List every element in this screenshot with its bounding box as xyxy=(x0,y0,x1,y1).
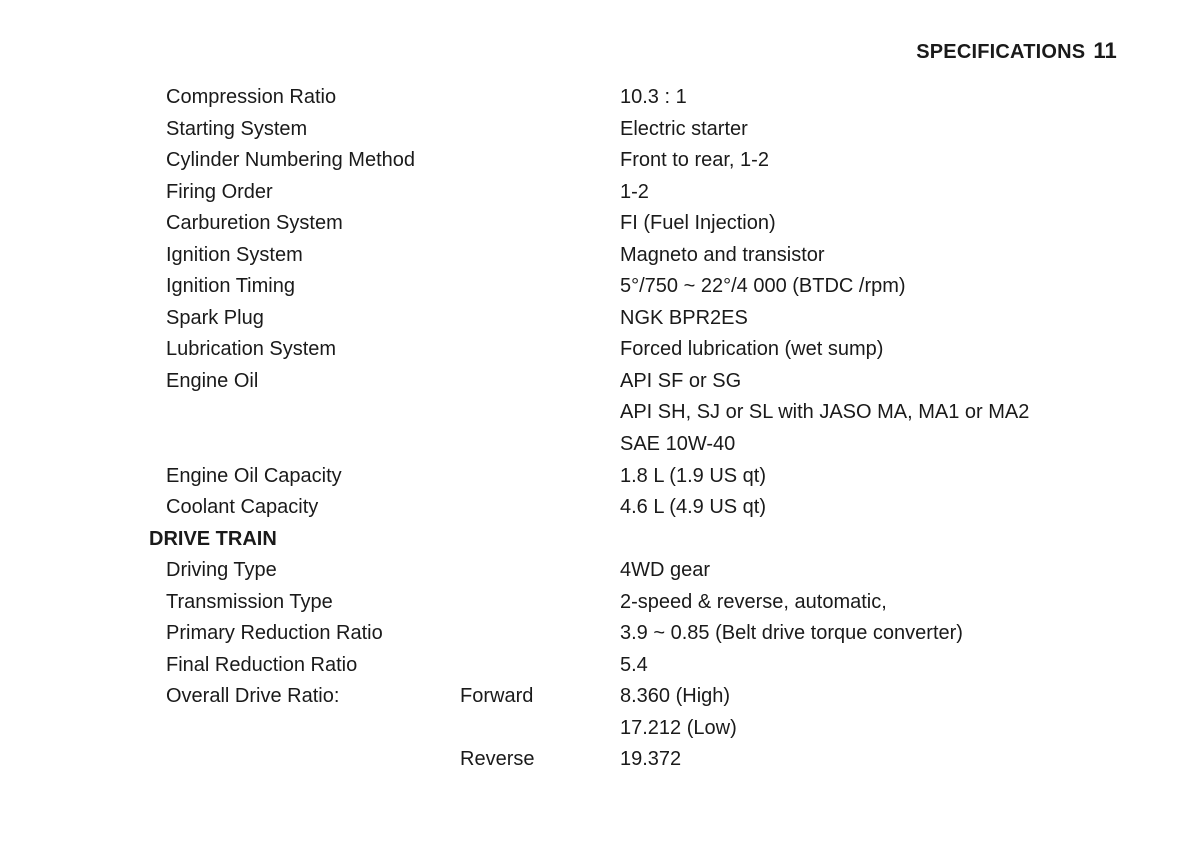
spec-label: Lubrication System xyxy=(166,338,337,361)
spec-value: API SH, SJ or SL with JASO MA, MA1 or MA2 xyxy=(620,401,1030,424)
spec-label: Starting System xyxy=(166,117,308,140)
spec-label: Compression Ratio xyxy=(166,86,337,108)
spec-row xyxy=(0,208,1200,240)
spec-sublabel: Reverse xyxy=(460,748,535,771)
spec-row xyxy=(0,82,1200,114)
spec-label: Transmission Type xyxy=(166,590,333,613)
spec-label: Engine Oil xyxy=(166,369,259,392)
spec-label: Coolant Capacity xyxy=(166,496,319,519)
spec-row xyxy=(0,145,1200,177)
spec-value: 4.6 L (4.9 US qt) xyxy=(620,496,766,519)
spec-row xyxy=(0,492,1200,524)
spec-row xyxy=(0,681,1200,713)
spec-row xyxy=(0,618,1200,650)
spec-value: Electric starter xyxy=(620,117,748,140)
spec-value: 17.212 (Low) xyxy=(620,716,737,739)
spec-row xyxy=(0,744,1200,776)
section-title: SPECIFICATIONS xyxy=(916,41,1086,63)
spec-value: 2-speed & reverse, automatic, xyxy=(620,590,887,613)
spec-row xyxy=(0,114,1200,146)
spec-label: Engine Oil Capacity xyxy=(166,464,342,487)
spec-value: 8.360 (High) xyxy=(620,685,731,708)
spec-label: Overall Drive Ratio: xyxy=(166,685,340,708)
spec-row xyxy=(0,713,1200,745)
spec-sublabel: Forward xyxy=(460,685,534,708)
spec-row xyxy=(0,397,1200,429)
spec-value: 10.3 : 1 xyxy=(620,86,687,108)
spec-value: 5°/750 ~ 22°/4 000 (BTDC /rpm) xyxy=(620,275,906,298)
spec-value: Magneto and transistor xyxy=(620,243,825,266)
spec-label: Spark Plug xyxy=(166,306,264,329)
section-heading: DRIVE TRAIN xyxy=(149,527,277,550)
spec-row xyxy=(0,177,1200,209)
spec-label: Final Reduction Ratio xyxy=(166,653,358,676)
page-header xyxy=(916,38,1117,64)
spec-value: 1-2 xyxy=(620,180,649,203)
spec-list xyxy=(0,82,1200,776)
spec-row xyxy=(0,587,1200,619)
spec-row xyxy=(0,271,1200,303)
spec-value: SAE 10W-40 xyxy=(620,433,736,456)
spec-value: Forced lubrication (wet sump) xyxy=(620,338,884,361)
spec-row xyxy=(0,366,1200,398)
spec-label: Firing Order xyxy=(166,180,273,203)
spec-value: FI (Fuel Injection) xyxy=(620,212,776,235)
spec-row xyxy=(0,429,1200,461)
spec-value: 4WD gear xyxy=(620,559,711,582)
spec-value: 19.372 xyxy=(620,748,682,771)
spec-row xyxy=(0,334,1200,366)
spec-row xyxy=(0,240,1200,272)
section-heading-row xyxy=(0,524,1200,556)
spec-value: Front to rear, 1-2 xyxy=(620,149,769,172)
spec-row xyxy=(0,650,1200,682)
spec-row xyxy=(0,303,1200,335)
spec-value: 1.8 L (1.9 US qt) xyxy=(620,464,766,487)
spec-label: Driving Type xyxy=(166,559,277,582)
spec-label: Ignition Timing xyxy=(166,275,295,298)
spec-row xyxy=(0,555,1200,587)
spec-label: Carburetion System xyxy=(166,212,343,235)
spec-value: NGK BPR2ES xyxy=(620,306,748,329)
spec-value: 5.4 xyxy=(620,653,648,676)
spec-value: API SF or SG xyxy=(620,369,742,392)
spec-value: 3.9 ~ 0.85 (Belt drive torque converter) xyxy=(620,622,963,645)
spec-label: Primary Reduction Ratio xyxy=(166,622,383,645)
spec-row xyxy=(0,461,1200,493)
spec-label: Ignition System xyxy=(166,243,303,266)
spec-label: Cylinder Numbering Method xyxy=(166,149,416,172)
page-number: 11 xyxy=(1093,38,1117,63)
